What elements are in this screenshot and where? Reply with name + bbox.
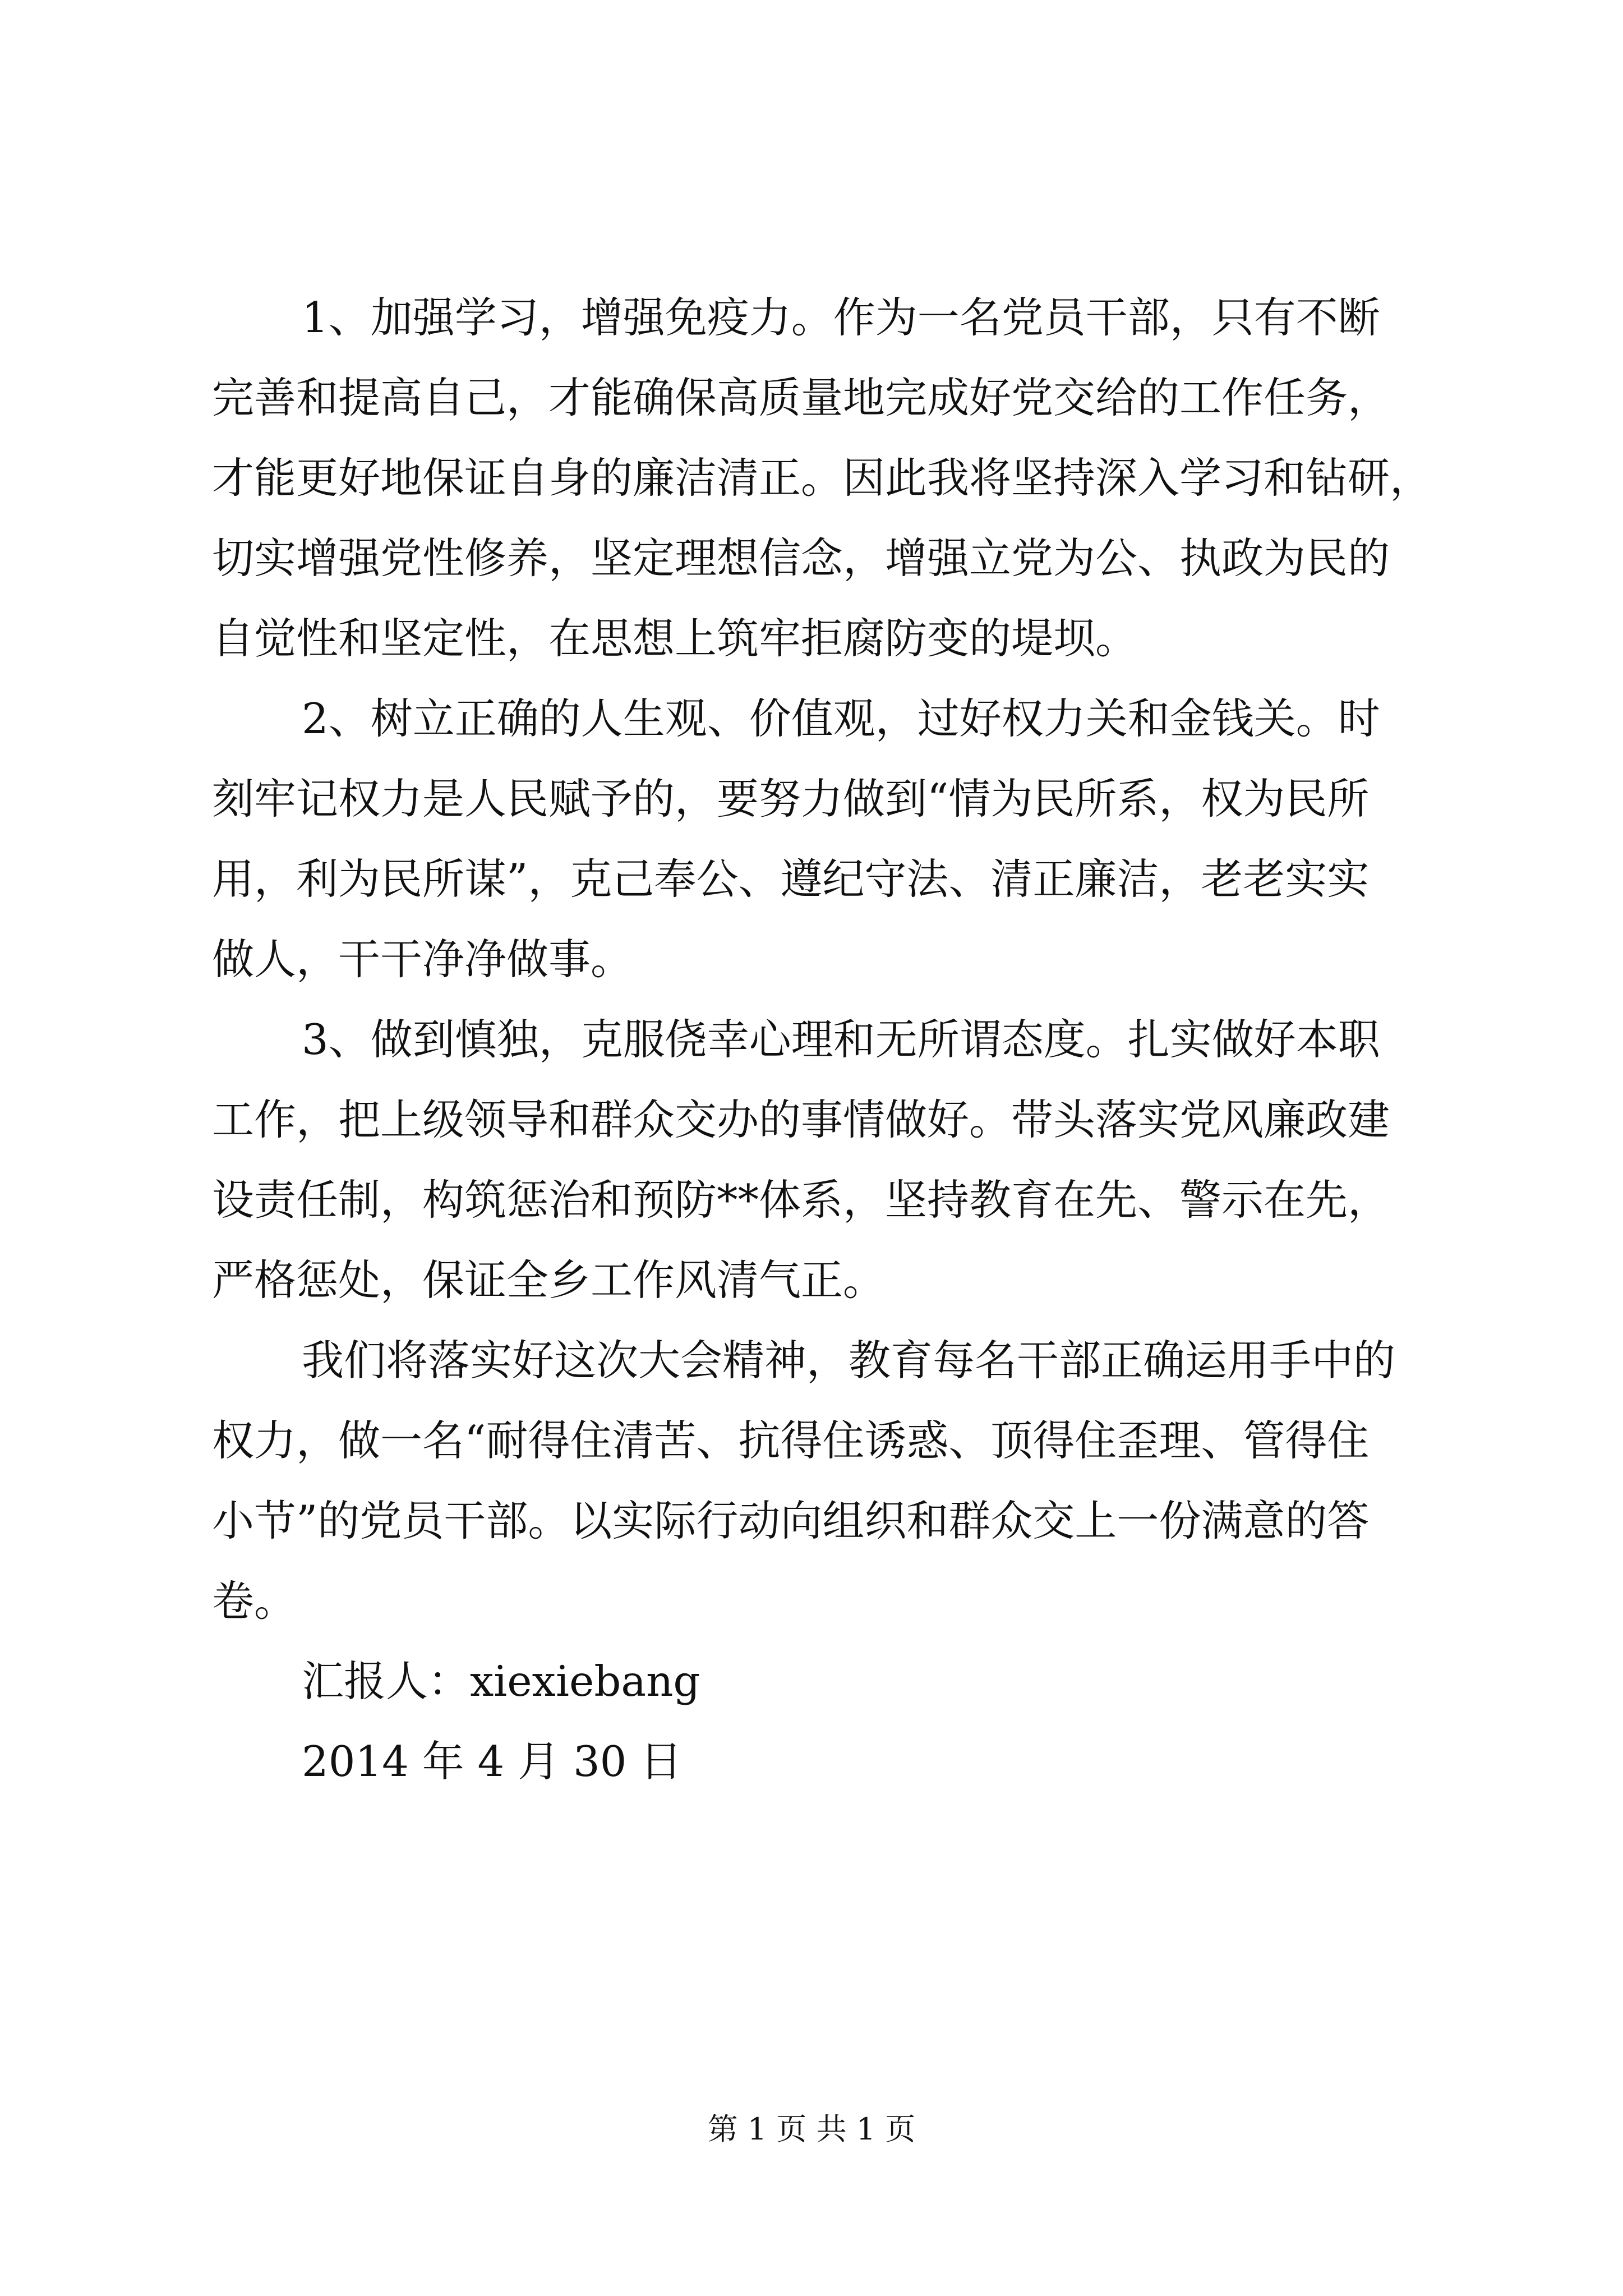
document-body: [212, 278, 1479, 1802]
paragraph-1-line-3: 才能更好地保证自身的廉洁清正。因此我将坚持深入学习和钻研，: [212, 453, 1432, 503]
paragraph-1-line-2: 完善和提高自己，才能确保高质量地完成好党交给的工作任务，: [212, 373, 1390, 422]
paragraph-3-line-4: 严格惩处，保证全乡工作风清气正。: [212, 1255, 886, 1305]
paragraph-2-line-1: 2、树立正确的人生观、价值观，过好权力关和金钱关。时: [302, 694, 1380, 743]
paragraph-1-line-4: 切实增强党性修养，坚定理想信念，增强立党为公、执政为民的: [212, 533, 1390, 583]
paragraph-4-line-2: 权力，做一名“耐得住清苦、抗得住诱惑、顶得住歪理、管得住: [212, 1416, 1370, 1465]
paragraph-2-line-3: 用，利为民所谋”，克己奉公、遵纪守法、清正廉洁，老老实实: [212, 854, 1370, 904]
paragraph-2-line-2: 刻牢记权力是人民赋予的，要努力做到“情为民所系，权为民所: [212, 774, 1370, 823]
reporter-line: 汇报人：xiexiebang: [302, 1657, 700, 1706]
date-line: 2014 年 4 月 30 日: [302, 1737, 683, 1786]
paragraph-2-line-4: 做人，干干净净做事。: [212, 935, 633, 984]
paragraph-3-line-3: 设责任制，构筑惩治和预防**体系，坚持教育在先、警示在先，: [212, 1175, 1390, 1225]
paragraph-1-line-1: 1、加强学习，增强免疫力。作为一名党员干部，只有不断: [302, 293, 1380, 342]
paragraph-4-line-3: 小节”的党员干部。以实际行动向组织和群众交上一份满意的答: [212, 1496, 1370, 1545]
paragraph-3-line-1: 3、做到慎独，克服侥幸心理和无所谓态度。扎实做好本职: [302, 1015, 1380, 1064]
paragraph-4-line-4: 卷。: [212, 1576, 297, 1626]
paragraph-1-line-5: 自觉性和坚定性，在思想上筑牢拒腐防变的堤坝。: [212, 614, 1138, 663]
page-number-footer: 第 1 页 共 1 页: [707, 2111, 916, 2147]
paragraph-3-line-2: 工作，把上级领导和群众交办的事情做好。带头落实党风廉政建: [212, 1095, 1390, 1144]
paragraph-4-line-1: 我们将落实好这次大会精神，教育每名干部正确运用手中的: [302, 1336, 1396, 1385]
